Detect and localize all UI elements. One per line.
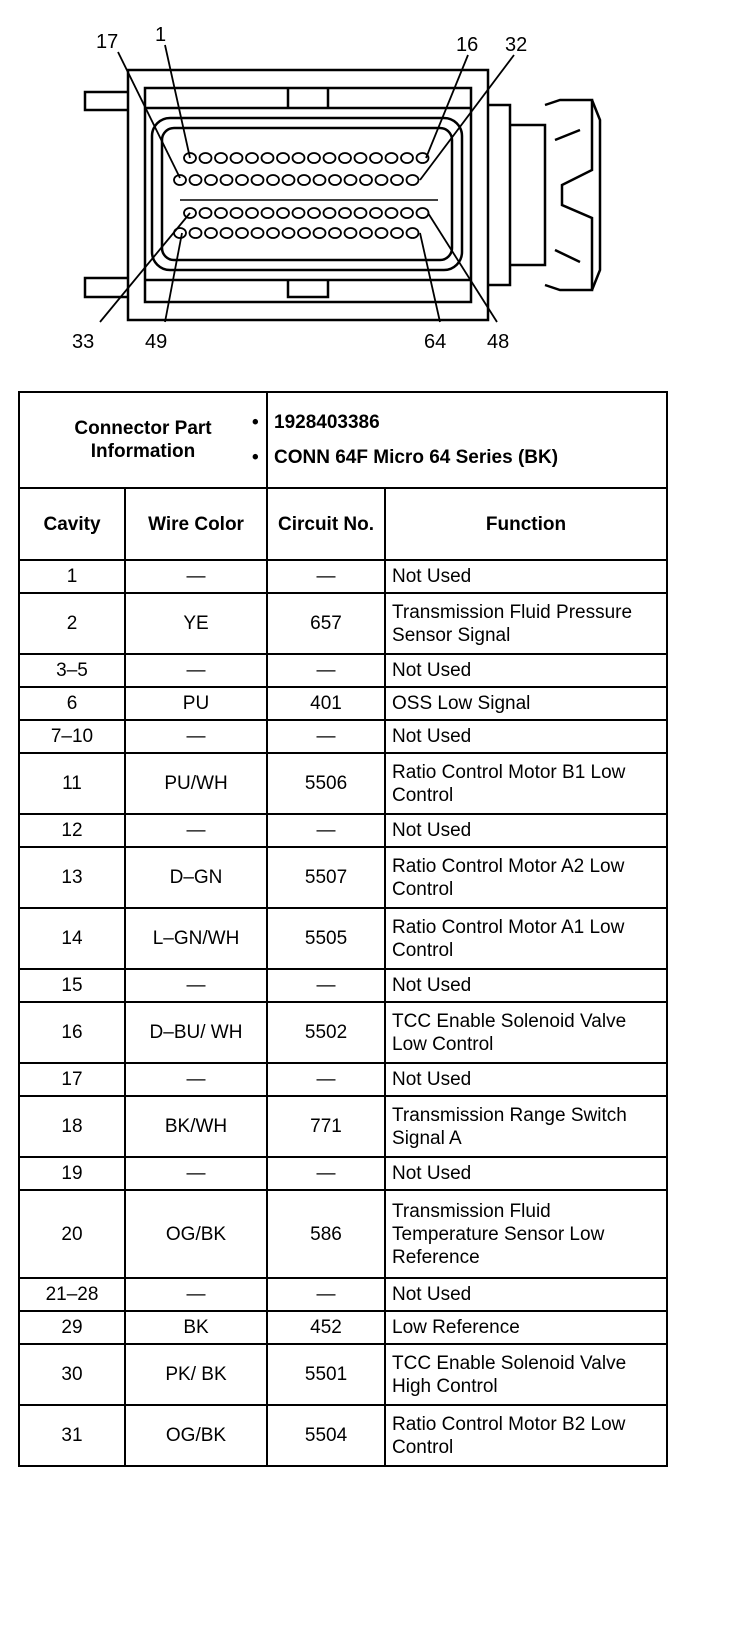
cell-cavity: 12 bbox=[19, 814, 125, 847]
connector-pin bbox=[391, 228, 403, 238]
cell-wire-color: OG/BK bbox=[125, 1405, 267, 1466]
connector-pin bbox=[267, 228, 279, 238]
cell-wire-color: PK/ BK bbox=[125, 1344, 267, 1405]
table-row bbox=[19, 1311, 667, 1344]
connector-pin bbox=[190, 228, 202, 238]
connector-pin bbox=[355, 153, 367, 163]
connector-pin bbox=[386, 153, 398, 163]
cell-function: Ratio Control Motor B2 Low Control bbox=[385, 1405, 667, 1466]
cell-circuit: 5504 bbox=[267, 1405, 385, 1466]
connector-pin bbox=[231, 153, 243, 163]
connector-pin bbox=[308, 208, 320, 218]
table-row bbox=[19, 908, 667, 969]
part-info-row bbox=[19, 392, 667, 488]
cell-cavity: 16 bbox=[19, 1002, 125, 1063]
connector-pin bbox=[277, 153, 289, 163]
cell-cavity: 19 bbox=[19, 1157, 125, 1190]
connector-pin bbox=[267, 175, 279, 185]
cell-function: Transmission Fluid Temperature Sensor Low Reference bbox=[385, 1190, 667, 1278]
cell-circuit: 5506 bbox=[267, 753, 385, 814]
cell-cavity: 1 bbox=[19, 560, 125, 593]
connector-pin bbox=[252, 175, 264, 185]
cell-cavity: 29 bbox=[19, 1311, 125, 1344]
table-row bbox=[19, 1002, 667, 1063]
cell-circuit: — bbox=[267, 1157, 385, 1190]
connector-pin bbox=[314, 175, 326, 185]
cell-wire-color: BK bbox=[125, 1311, 267, 1344]
cell-cavity: 17 bbox=[19, 1063, 125, 1096]
connector-pin bbox=[339, 208, 351, 218]
cell-cavity: 15 bbox=[19, 969, 125, 1002]
cell-function: Not Used bbox=[385, 1063, 667, 1096]
pin-label-49: 49 bbox=[145, 331, 168, 353]
cell-cavity: 6 bbox=[19, 687, 125, 720]
cell-function: TCC Enable Solenoid Valve Low Control bbox=[385, 1002, 667, 1063]
cell-wire-color: PU/WH bbox=[125, 753, 267, 814]
cell-circuit: 5505 bbox=[267, 908, 385, 969]
connector-pin bbox=[221, 175, 233, 185]
cell-circuit: — bbox=[267, 1063, 385, 1096]
pin-label-17: 17 bbox=[96, 31, 119, 53]
header-cavity: Cavity bbox=[19, 488, 125, 560]
cell-circuit: 657 bbox=[267, 593, 385, 654]
table-row bbox=[19, 720, 667, 753]
cell-function: Transmission Fluid Pressure Sensor Signal bbox=[385, 593, 667, 654]
connector-pin bbox=[329, 228, 341, 238]
cell-circuit: 401 bbox=[267, 687, 385, 720]
cell-cavity: 14 bbox=[19, 908, 125, 969]
cell-wire-color: — bbox=[125, 1278, 267, 1311]
cell-circuit: — bbox=[267, 969, 385, 1002]
cell-wire-color: BK/WH bbox=[125, 1096, 267, 1157]
connector-pin bbox=[200, 153, 212, 163]
connector-pin bbox=[293, 153, 305, 163]
cell-circuit: — bbox=[267, 560, 385, 593]
cell-function: TCC Enable Solenoid Valve High Control bbox=[385, 1344, 667, 1405]
connector-pin bbox=[401, 208, 413, 218]
connector-pin bbox=[246, 153, 258, 163]
cell-wire-color: — bbox=[125, 654, 267, 687]
connector-pin bbox=[215, 153, 227, 163]
cell-wire-color: PU bbox=[125, 687, 267, 720]
connector-pin bbox=[417, 208, 429, 218]
header-function: Function bbox=[385, 488, 667, 560]
cell-cavity: 7–10 bbox=[19, 720, 125, 753]
pin-label-32: 32 bbox=[505, 34, 528, 56]
table-row bbox=[19, 687, 667, 720]
connector-pin bbox=[200, 208, 212, 218]
connector-pin bbox=[345, 175, 357, 185]
connector-pin bbox=[190, 175, 202, 185]
connector-pin bbox=[407, 228, 419, 238]
pin-label-64: 64 bbox=[424, 331, 447, 353]
table-row bbox=[19, 1190, 667, 1278]
connector-pin bbox=[339, 153, 351, 163]
cell-wire-color: L–GN/WH bbox=[125, 908, 267, 969]
cell-wire-color: — bbox=[125, 720, 267, 753]
cell-cavity: 18 bbox=[19, 1096, 125, 1157]
cell-wire-color: — bbox=[125, 560, 267, 593]
cell-circuit: — bbox=[267, 720, 385, 753]
table-row bbox=[19, 654, 667, 687]
connector-pin bbox=[308, 153, 320, 163]
cell-cavity: 30 bbox=[19, 1344, 125, 1405]
cell-function: Ratio Control Motor B1 Low Control bbox=[385, 753, 667, 814]
connector-pin bbox=[236, 175, 248, 185]
cell-circuit: 5501 bbox=[267, 1344, 385, 1405]
cell-function: Not Used bbox=[385, 1278, 667, 1311]
connector-pin bbox=[376, 175, 388, 185]
connector-pin bbox=[205, 175, 217, 185]
cell-function: Low Reference bbox=[385, 1311, 667, 1344]
connector-pin bbox=[236, 228, 248, 238]
cell-wire-color: D–BU/ WH bbox=[125, 1002, 267, 1063]
cell-function: Not Used bbox=[385, 654, 667, 687]
connector-pin bbox=[401, 153, 413, 163]
cell-cavity: 21–28 bbox=[19, 1278, 125, 1311]
connector-pin bbox=[283, 228, 295, 238]
cell-wire-color: — bbox=[125, 969, 267, 1002]
connector-pin bbox=[293, 208, 305, 218]
connector-pin bbox=[360, 175, 372, 185]
table-row bbox=[19, 1405, 667, 1466]
cell-circuit: — bbox=[267, 654, 385, 687]
cell-cavity: 31 bbox=[19, 1405, 125, 1466]
connector-pin bbox=[246, 208, 258, 218]
cell-circuit: 771 bbox=[267, 1096, 385, 1157]
connector-pin bbox=[221, 228, 233, 238]
cell-function: Not Used bbox=[385, 560, 667, 593]
connector-pin bbox=[262, 208, 274, 218]
connector-pin bbox=[386, 208, 398, 218]
cell-function: OSS Low Signal bbox=[385, 687, 667, 720]
cell-function: Ratio Control Motor A1 Low Control bbox=[385, 908, 667, 969]
part-info-label: Connector Part Information bbox=[19, 392, 267, 488]
connector-pin bbox=[370, 153, 382, 163]
connector-table bbox=[18, 391, 668, 1467]
connector-pin bbox=[298, 175, 310, 185]
connector-pin bbox=[314, 228, 326, 238]
header-wire-color: Wire Color bbox=[125, 488, 267, 560]
table-row bbox=[19, 1096, 667, 1157]
cell-circuit: 452 bbox=[267, 1311, 385, 1344]
header-circuit: Circuit No. bbox=[267, 488, 385, 560]
connector-pin bbox=[407, 175, 419, 185]
cell-function: Transmission Range Switch Signal A bbox=[385, 1096, 667, 1157]
table-row bbox=[19, 847, 667, 908]
table-row bbox=[19, 814, 667, 847]
connector-pin bbox=[376, 228, 388, 238]
table-row bbox=[19, 1344, 667, 1405]
connector-diagram bbox=[0, 0, 736, 380]
cell-circuit: 586 bbox=[267, 1190, 385, 1278]
table-row bbox=[19, 753, 667, 814]
pin-label-33: 33 bbox=[72, 331, 95, 353]
table-row bbox=[19, 1278, 667, 1311]
connector-pin bbox=[215, 208, 227, 218]
cell-cavity: 13 bbox=[19, 847, 125, 908]
connector-pin bbox=[329, 175, 341, 185]
cell-wire-color: D–GN bbox=[125, 847, 267, 908]
pin-label-1: 1 bbox=[155, 24, 167, 46]
cell-function: Ratio Control Motor A2 Low Control bbox=[385, 847, 667, 908]
cell-cavity: 3–5 bbox=[19, 654, 125, 687]
cell-cavity: 2 bbox=[19, 593, 125, 654]
part-info-list bbox=[267, 392, 667, 488]
connector-pin bbox=[355, 208, 367, 218]
connector-pin bbox=[345, 228, 357, 238]
pin-label-16: 16 bbox=[456, 34, 479, 56]
table-row bbox=[19, 1157, 667, 1190]
connector-pin bbox=[277, 208, 289, 218]
cell-wire-color: — bbox=[125, 1063, 267, 1096]
connector-pins bbox=[174, 153, 429, 238]
table-row bbox=[19, 1063, 667, 1096]
connector-pin bbox=[262, 153, 274, 163]
cell-function: Not Used bbox=[385, 969, 667, 1002]
cell-cavity: 20 bbox=[19, 1190, 125, 1278]
table-row bbox=[19, 560, 667, 593]
part-number: • 1928403386 bbox=[274, 411, 660, 434]
connector-pin bbox=[391, 175, 403, 185]
connector-pin bbox=[370, 208, 382, 218]
cell-circuit: 5507 bbox=[267, 847, 385, 908]
connector-pin bbox=[298, 228, 310, 238]
cell-circuit: 5502 bbox=[267, 1002, 385, 1063]
pin-label-48: 48 bbox=[487, 331, 510, 353]
cell-wire-color: — bbox=[125, 1157, 267, 1190]
table-row bbox=[19, 593, 667, 654]
cell-wire-color: OG/BK bbox=[125, 1190, 267, 1278]
cell-circuit: — bbox=[267, 814, 385, 847]
connector-pin bbox=[205, 228, 217, 238]
cell-circuit: — bbox=[267, 1278, 385, 1311]
table-row bbox=[19, 969, 667, 1002]
connector-pin bbox=[324, 208, 336, 218]
connector-pin bbox=[283, 175, 295, 185]
cell-function: Not Used bbox=[385, 814, 667, 847]
connector-pin bbox=[324, 153, 336, 163]
cell-wire-color: — bbox=[125, 814, 267, 847]
cell-cavity: 11 bbox=[19, 753, 125, 814]
connector-pin bbox=[252, 228, 264, 238]
connector-pin bbox=[360, 228, 372, 238]
header-row bbox=[19, 488, 667, 560]
cell-function: Not Used bbox=[385, 720, 667, 753]
connector-pin bbox=[231, 208, 243, 218]
cell-wire-color: YE bbox=[125, 593, 267, 654]
cell-function: Not Used bbox=[385, 1157, 667, 1190]
connector-description: • CONN 64F Micro 64 Series (BK) bbox=[274, 446, 660, 469]
